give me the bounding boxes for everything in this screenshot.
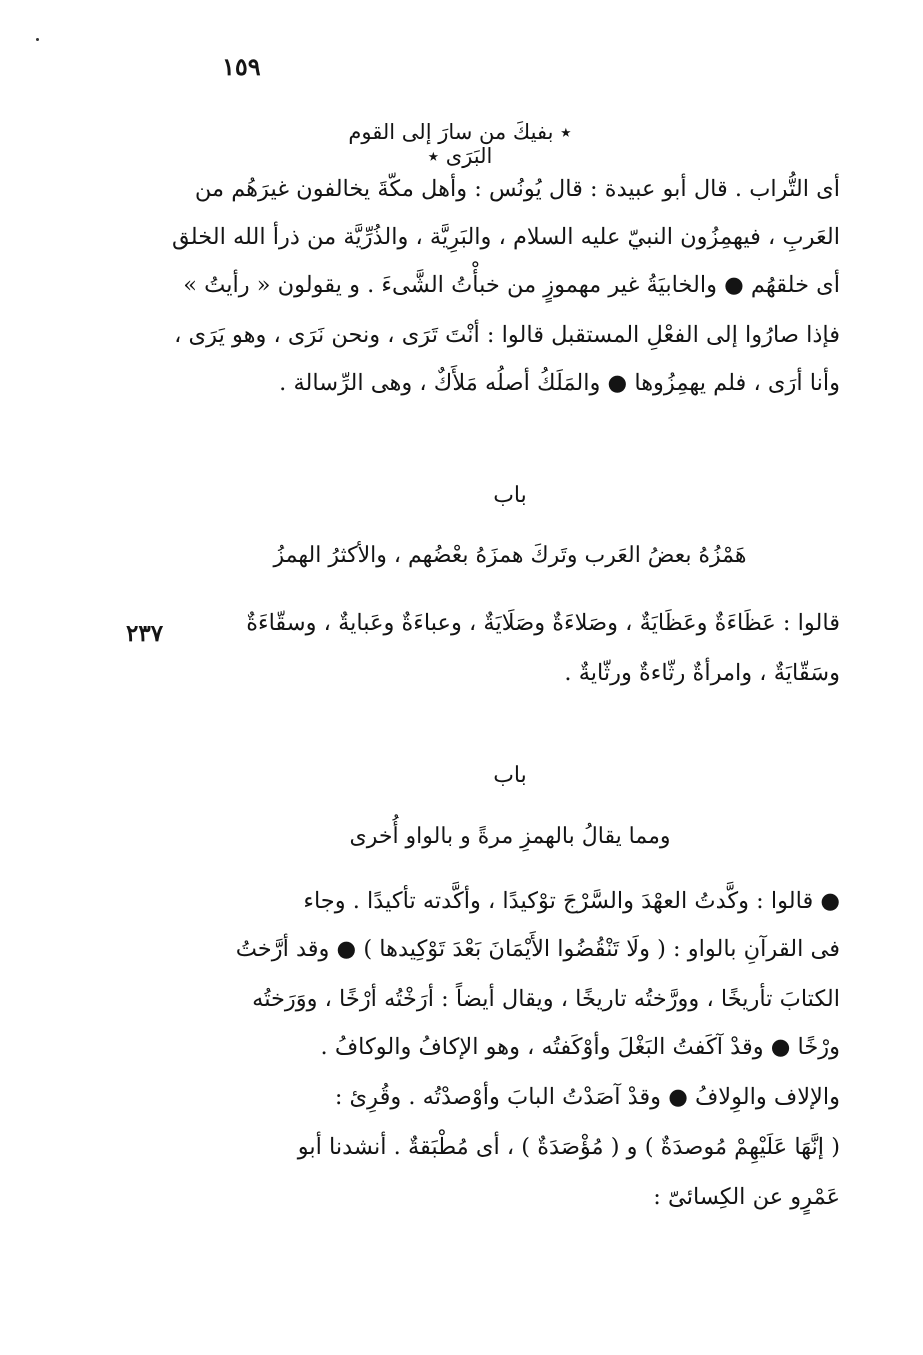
section-2-title: باب [493, 763, 527, 788]
text-line: والإلاف والوِلافُ ● وقدْ آصَدْتُ البابَ وأوْصدْتُه . وقُرِئ : [334, 1084, 840, 1110]
margin-number: ٢٣٧ [126, 620, 164, 647]
section-1-title: باب [493, 483, 527, 508]
text-line: ● قالوا : وكَّدتُ العهْدَ والسَّرْجَ توْكيدًا ، وأكَّدته تأكيدًا . وجاء [303, 888, 840, 914]
text-line: أى التُّراب . قال أبو عبيدة : قال يُونُس : وأهل مكّةَ يخالفون غيرَهُم من [194, 176, 840, 202]
stray-ink-dot [36, 38, 39, 41]
text-line: ( إنَّهَا عَلَيْهِمْ مُوصدَةٌ ) و ( مُؤْصَدَةٌ ) ، أى مُطْبَقةٌ . أنشدنا أبو [297, 1134, 840, 1160]
page-number: ١٥٩ [222, 52, 261, 81]
text-line: فى القرآنِ بالواو : ( ولَا تَنْقُضُوا الأَيْمَانَ بَعْدَ تَوْكِيدها ) ● وقد أرَّختُ [235, 936, 840, 962]
text-line: أى خلقهُم ● والخابيَةُ غير مهموزٍ من خبأْتُ الشَّىءَ . و يقولون « رأيتُ » [183, 272, 840, 298]
text-line: الكتابَ تأريخًا ، وورَّختُه تاريخًا ، ويقال أيضاً : أرَخْتُه أرْخًا ، ووَرَختُه [252, 986, 840, 1012]
section-1-subtitle: هَمْزُهُ بعضُ العَرب وتَركَ همزَهُ بعْضُهم ، والأكثرُ الهمزُ [273, 543, 747, 568]
text-line: فإذا صارُوا إلى الفعْلِ المستقبل قالوا : أنْتَ تَرَى ، ونحن نَرَى ، وهو يَرَى ، [174, 322, 840, 348]
text-line: وأنا أرَى ، فلم يهمِزُوها ● والمَلَكُ أصلُه مَلأَكٌ ، وهى الرِّسالة . [279, 370, 840, 396]
verse-line: ٭ بفيكَ من سارَ إلى القوم البَرَى ٭ [348, 120, 572, 168]
text-line: ورْخًا ● وقدْ آكَفتُ البَغْلَ وأوْكَفتُه ، وهو الإكافُ والوكافُ . [320, 1034, 840, 1060]
section-2-subtitle: ومما يقالُ بالهمزِ مرةً و بالواو أُخرى [349, 824, 671, 849]
text-line: وسَقّايَةٌ ، وامرأةٌ رثّاءةٌ ورثّايةٌ . [564, 660, 840, 686]
text-line: قالوا : عَظَاءَةٌ وعَظَايَةٌ ، وصَلاءَةٌ وصَلَايَةٌ ، وعباءَةٌ وعَبايةٌ ، وسقّاءَةٌ [246, 610, 840, 636]
text-line: عَمْرٍو عن الكِسائىّ : [653, 1184, 840, 1210]
text-line: العَربِ ، فيهمِزُون النبيّ عليه السلام ، والبَرِيَّة ، والذُرِّيَّة من ذرأ الله الخلق [171, 224, 840, 250]
